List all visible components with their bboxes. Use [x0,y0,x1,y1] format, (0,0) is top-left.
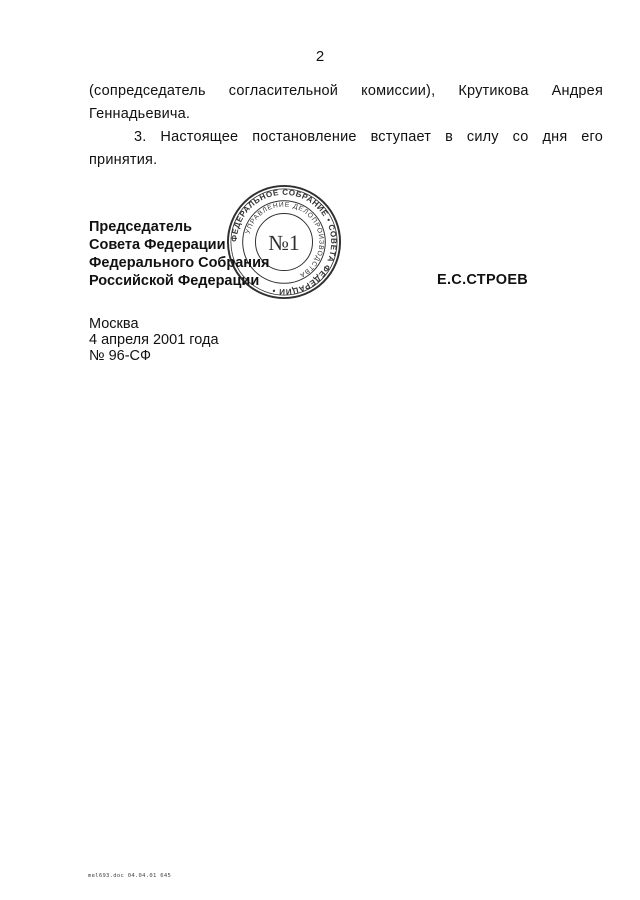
city: Москва [89,316,139,332]
document-number: № 96-СФ [89,348,152,364]
signer-name: Е.С.СТРОЕВ [437,272,529,288]
paragraph-line: (сопредседатель согласительной комиссии), Крутикова Андрея [89,83,603,99]
signature-title-line: Российской Федерации [89,273,260,289]
seal-number: №1 [268,230,300,255]
date: 4 апреля 2001 года [89,332,219,348]
official-seal [225,183,343,301]
signature-title-line: Председатель [89,219,193,235]
page-number: 2 [315,48,325,65]
paragraph-line: Геннадьевича. [89,106,191,122]
file-reference-footer: mel693.doc 04.04.01 645 [88,873,172,879]
document-body [89,80,603,172]
seal-outer-text: ФЕДЕРАЛЬНОЕ СОБРАНИЕ • СОВЕТА ФЕДЕРАЦИИ • [229,187,339,297]
place-date-block [89,316,219,364]
item-3-line: 3. Настоящее постановление вступает в силу со дня его [134,129,603,145]
item-3-line: принятия. [89,152,158,168]
signature-title-line: Федерального Собрания [89,255,270,271]
seal-inner-text: УПРАВЛЕНИЕ ДЕЛОПРОИЗВОДСТВА [244,201,325,279]
signature-title-line: Совета Федерации [89,237,226,253]
